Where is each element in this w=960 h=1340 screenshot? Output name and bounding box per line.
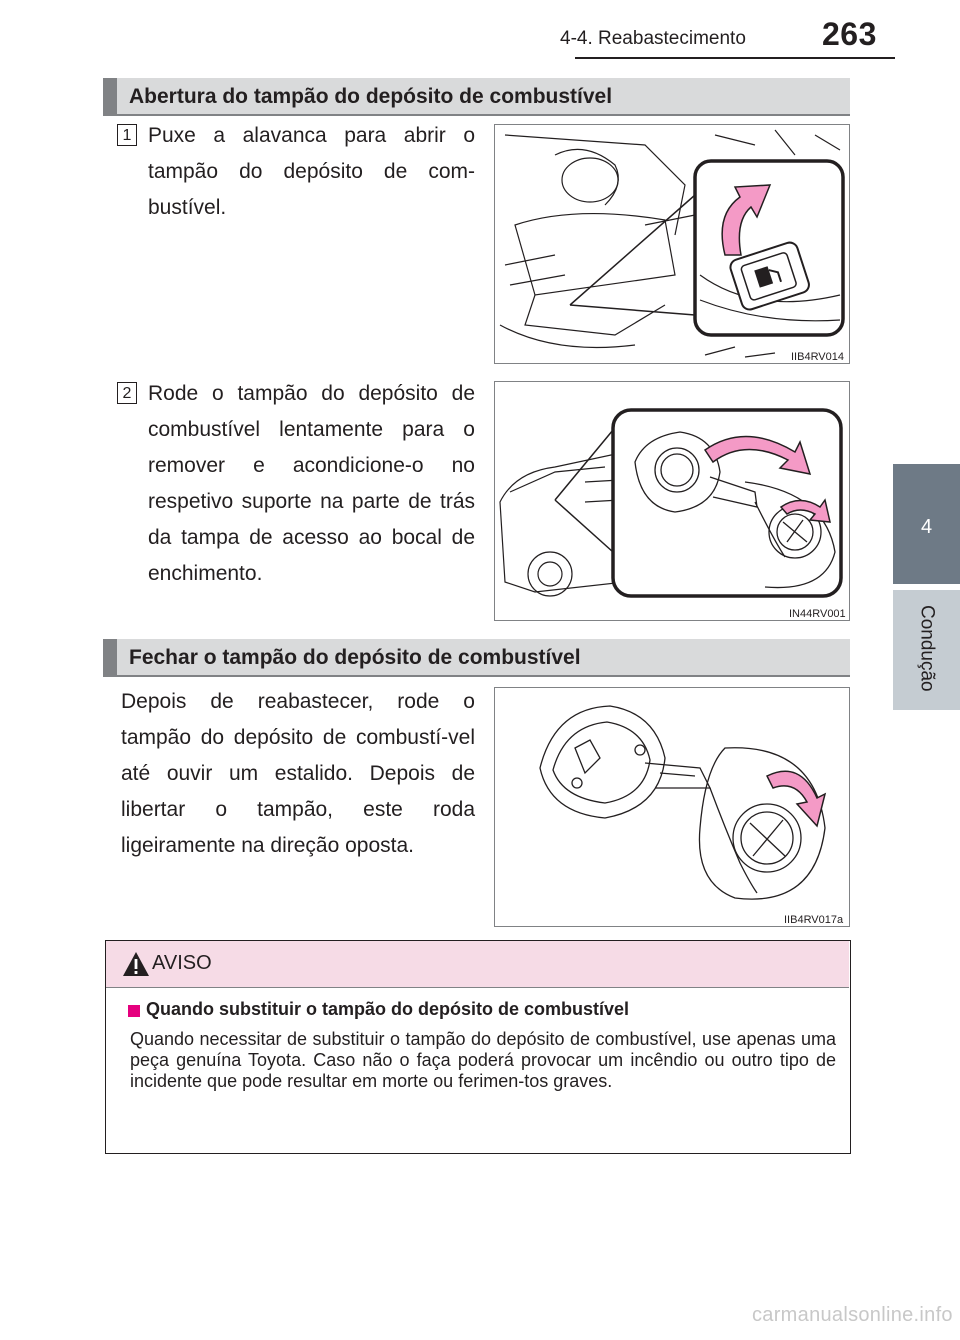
figure-fuel-lever xyxy=(494,124,850,364)
section-header-opening xyxy=(103,78,850,114)
chapter-label: Condução xyxy=(916,604,938,692)
warning-triangle-icon xyxy=(122,951,150,977)
closing-text: Depois de reabastecer, rode o tampão do depósito de combustí-vel até ouvir um estalido. Depois de libertar o tampão, este roda ligeiramente na direção oposta. xyxy=(121,690,475,857)
step-1-text: Puxe a alavanca para abrir o tampão do depósito de com-bustível. xyxy=(148,124,475,219)
figure-code: IN44RV001 xyxy=(789,608,846,620)
section-title: Fechar o tampão do depósito de combustível xyxy=(129,646,581,669)
running-header-section: 4-4. Reabastecimento xyxy=(560,28,746,49)
page-number: 263 xyxy=(822,16,877,52)
section-header-closing xyxy=(103,639,850,675)
bullet-square-icon xyxy=(128,1005,140,1017)
step-number-1: 1 xyxy=(117,124,137,146)
figure-code: IIB4RV017a xyxy=(784,914,844,926)
header-rule xyxy=(575,57,895,59)
figure-close-cap xyxy=(494,687,850,927)
step-2-text: Rode o tampão do depósito de combustível lentamente para o remover e acondicione-o no respetivo suporte na parte de trás da tampa de acesso ao bocal de enchimento. xyxy=(148,382,475,585)
section-rule xyxy=(103,114,850,116)
remove-cap-illustration xyxy=(495,382,850,621)
section-title: Abertura do tampão do depósito de combustível xyxy=(129,85,613,108)
warning-label: AVISO xyxy=(152,952,212,974)
chapter-number: 4 xyxy=(920,516,933,538)
section-rule xyxy=(103,675,850,677)
figure-code: IIB4RV014 xyxy=(791,351,845,363)
warning-header xyxy=(106,941,849,988)
figure-remove-cap xyxy=(494,381,850,621)
watermark: carmanualsonline.info xyxy=(752,1304,953,1326)
fuel-lever-illustration xyxy=(495,125,850,364)
warning-text: Quando necessitar de substituir o tampão do depósito de combustível, use apenas uma peça genuína Toyota. Caso não o faça poderá provocar um incêndio ou outro tipo de incidente que pode resultar em morte ou ferimen-tos graves. xyxy=(130,1029,836,1091)
warning-box xyxy=(105,940,851,1154)
close-cap-illustration xyxy=(495,688,850,927)
warning-heading: Quando substituir o tampão do depósito de combustível xyxy=(146,999,630,1019)
step-number-2: 2 xyxy=(117,382,137,404)
